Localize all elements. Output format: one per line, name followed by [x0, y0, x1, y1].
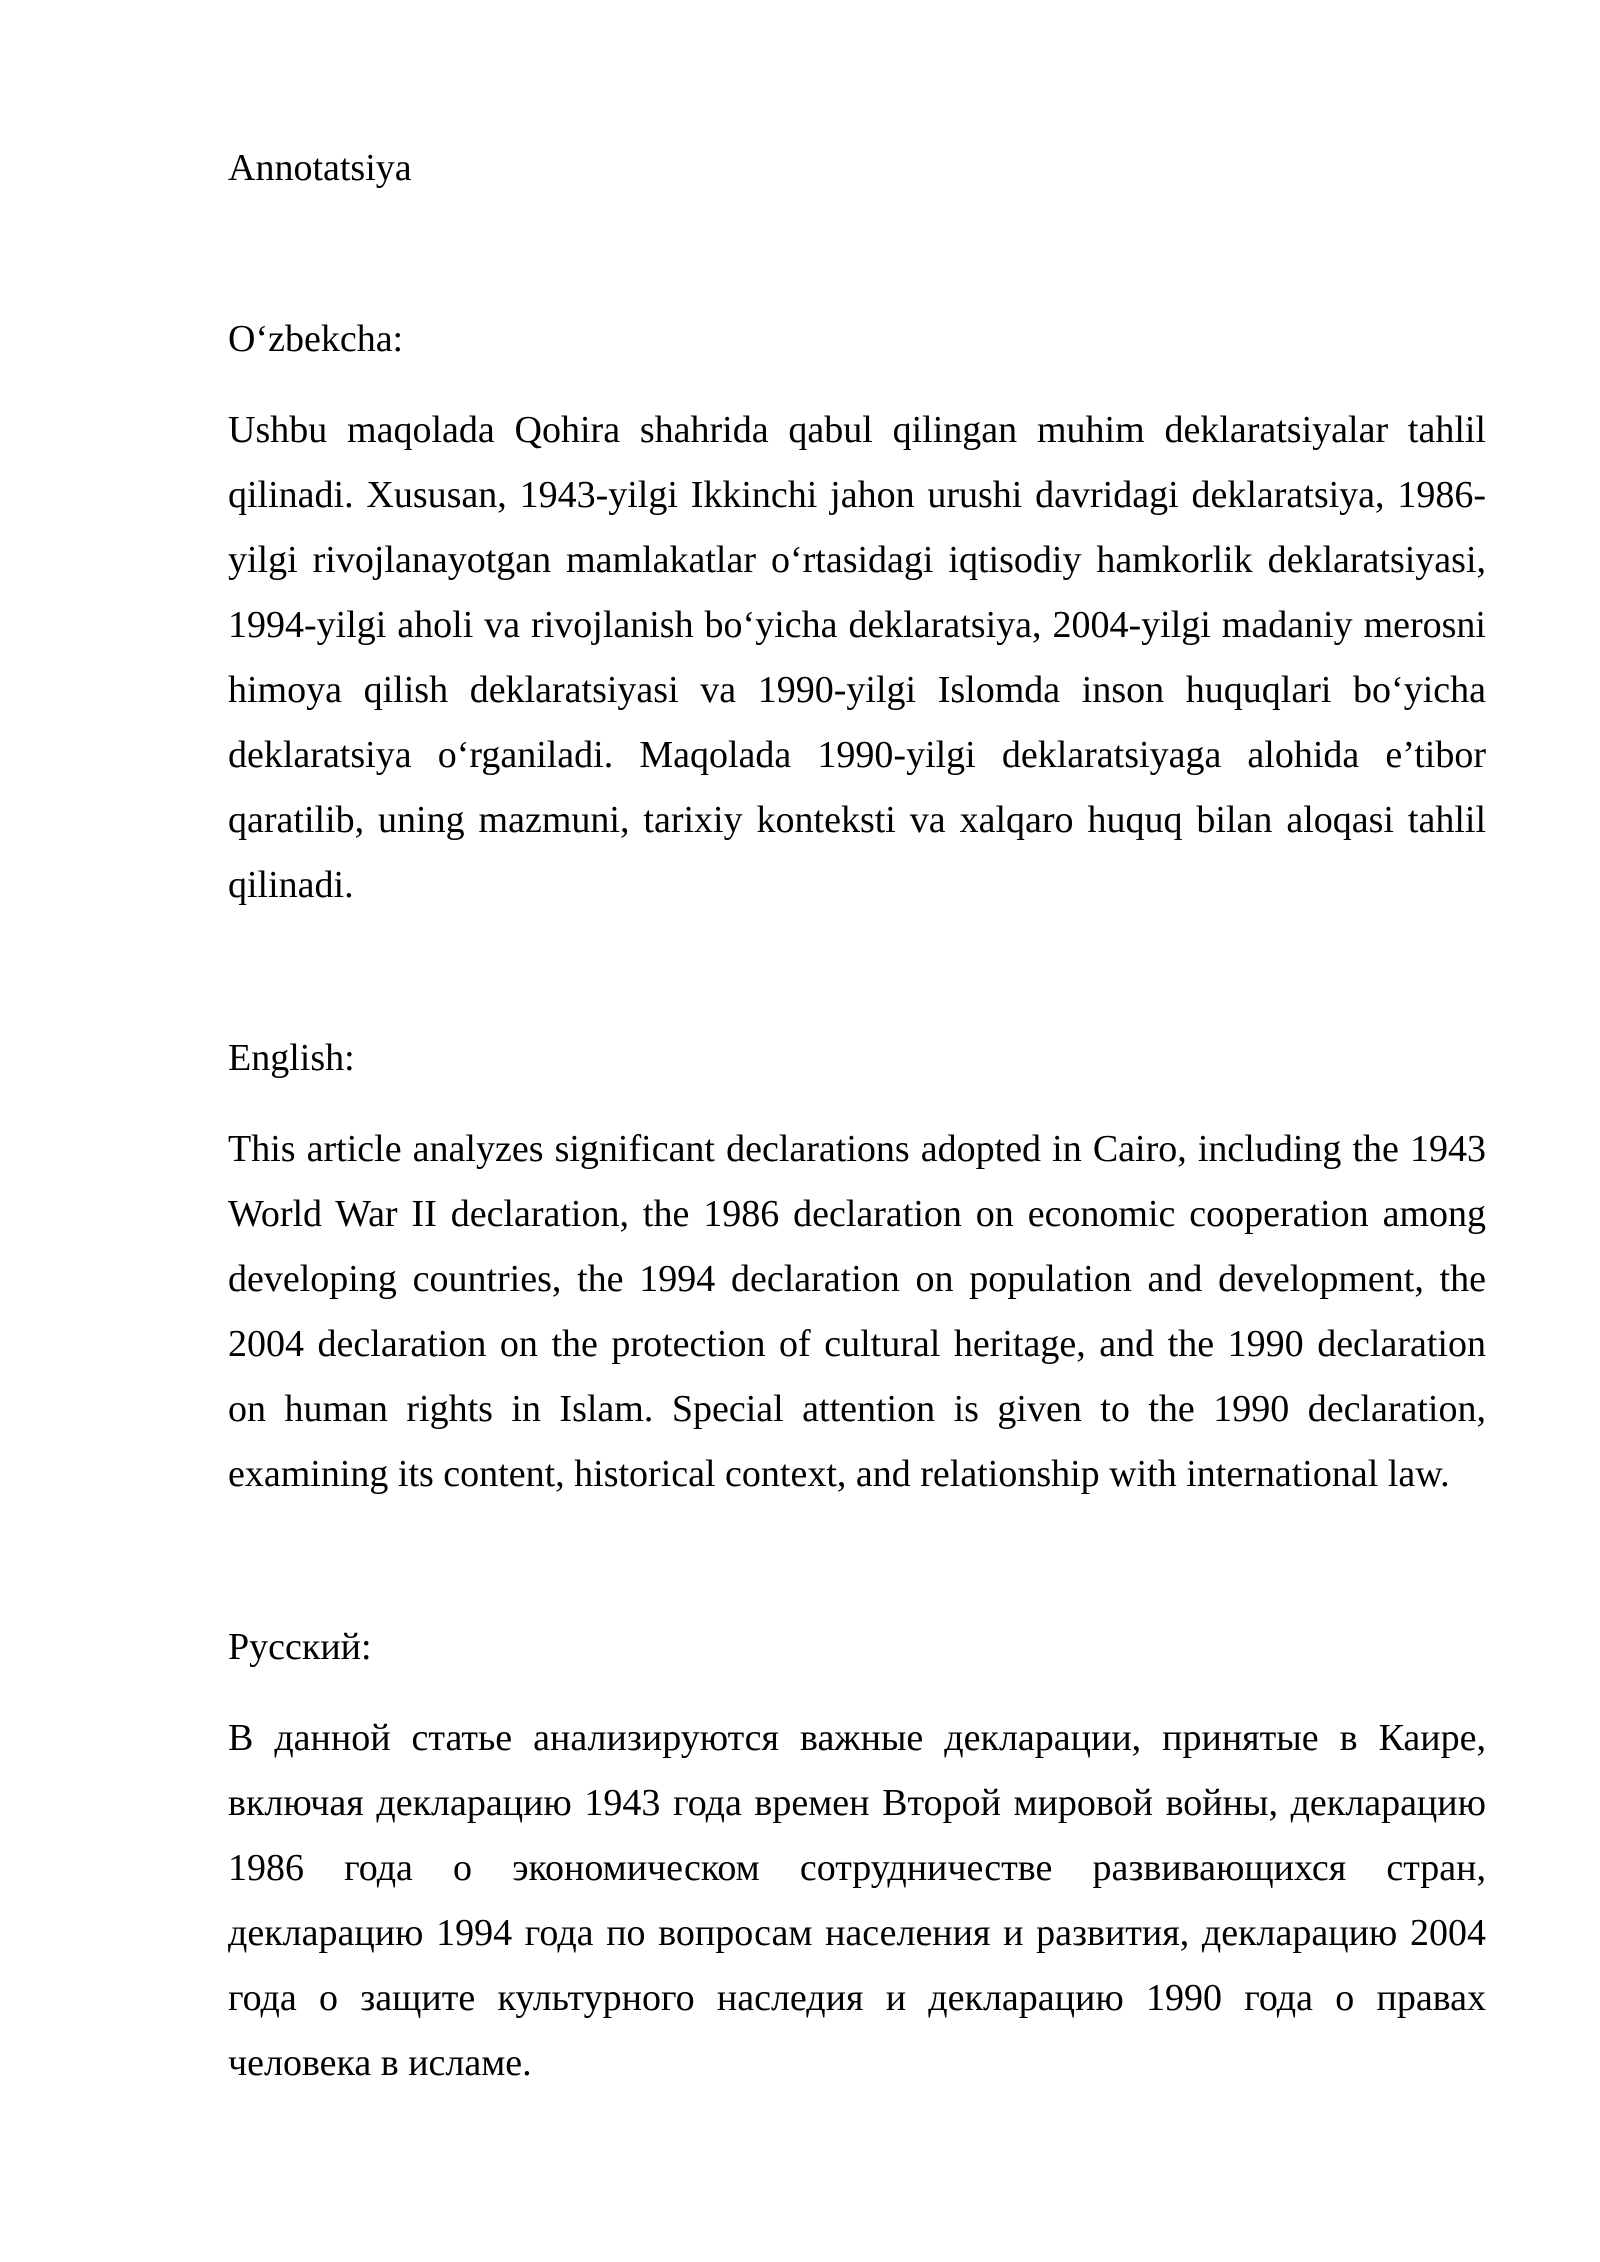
section-russian — [228, 1615, 1486, 2096]
section-body-russian: В данной статье анализируются важные декларации, принятые в Каире, включая декларацию 1943 года времен Второй мировой войны, декларацию 1986 года о экономическом сотрудничестве развивающихся стран, декларацию 1994 года по вопросам населения и развития, декларацию 2004 года о защите культурного наследия и декларацию 1990 года о правах человека в исламе. — [228, 1717, 1486, 2084]
document-content — [228, 0, 1486, 2096]
document-title: Annotatsiya — [228, 147, 412, 189]
section-body-english: This article analyzes significant declarations adopted in Cairo, including the 1943 World War II declaration, the 1986 declaration on economic cooperation among developing countries, the 1994 declaration on population and development, the 2004 declaration on the protection of cultural heritage, and the 1990 declaration on human rights in Islam. Special attention is given to the 1990 declaration, examining its content, historical context, and relationship with international law. — [228, 1128, 1486, 1495]
section-heading-uzbek: O‘zbekcha: — [228, 318, 404, 360]
section-heading-russian: Русский: — [228, 1626, 372, 1668]
section-body-uzbek: Ushbu maqolada Qohira shahrida qabul qilingan muhim deklaratsiyalar tahlil qilinadi. Xususan, 1943-yilgi Ikkinchi jahon urushi davridagi deklaratsiya, 1986-yilgi rivojlanayotgan mamlakatlar o‘rtasidagi iqtisodiy hamkorlik deklaratsiyasi, 1994-yilgi aholi va rivojlanish bo‘yicha deklaratsiya, 2004-yilgi madaniy merosni himoya qilish deklaratsiyasi va 1990-yilgi Islomda inson huquqlari bo‘yicha deklaratsiya o‘rganiladi. Maqolada 1990-yilgi deklaratsiyaga alohida e’tibor qaratilib, uning mazmuni, tarixiy konteksti va xalqaro huquq bilan aloqasi tahlil qilinadi. — [228, 409, 1486, 906]
section-uzbek — [228, 307, 1486, 918]
section-heading-english: English: — [228, 1037, 355, 1079]
section-english — [228, 1026, 1486, 1507]
